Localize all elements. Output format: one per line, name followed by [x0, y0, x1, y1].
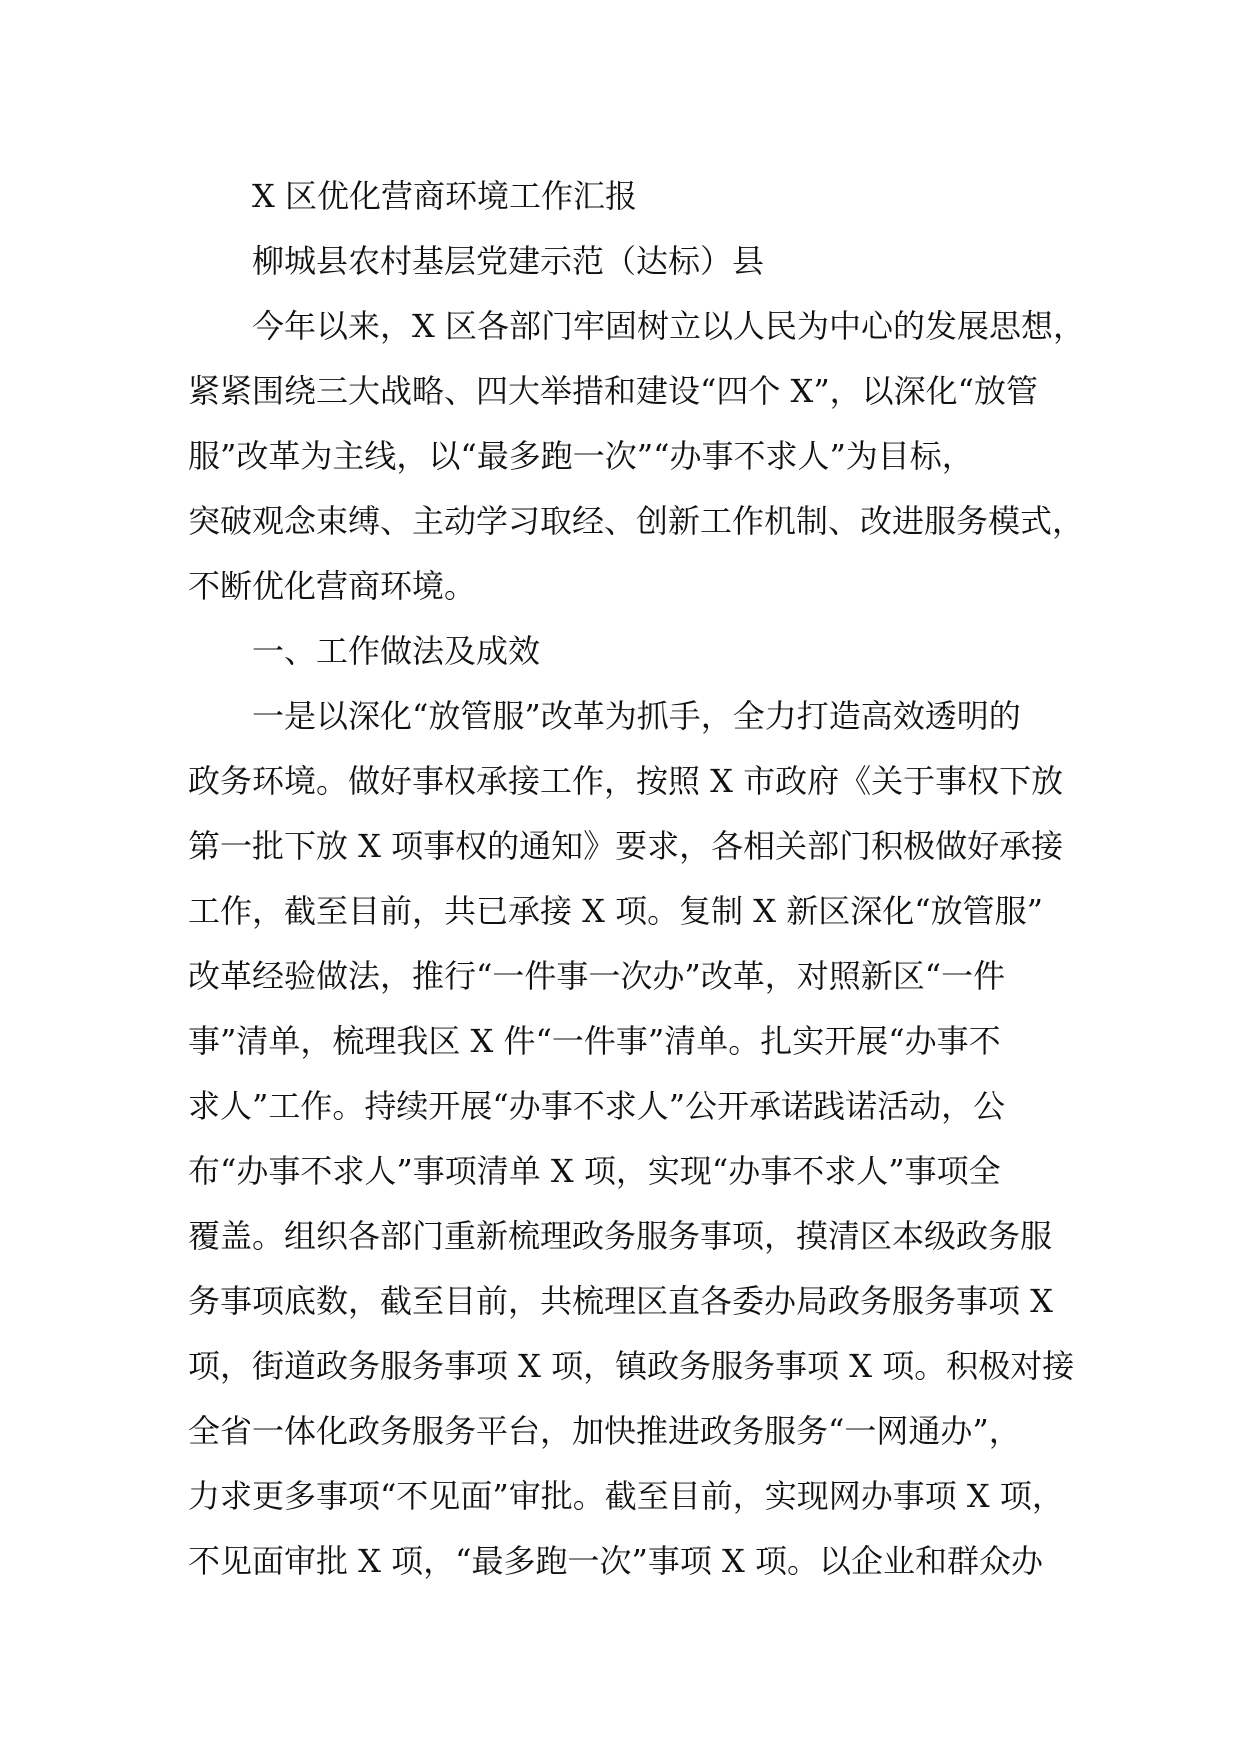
body-line: 项，街道政务服务事项 X 项，镇政务服务事项 X 项。积极对接: [188, 1347, 1075, 1385]
body-line: 一是以深化“放管服”改革为抓手，全力打造高效透明的: [252, 697, 1021, 735]
intro-line: 不断优化营商环境。: [188, 567, 477, 605]
body-line: 布“办事不求人”事项清单 X 项，实现“办事不求人”事项全: [188, 1152, 1001, 1190]
document-subtitle: 柳城县农村基层党建示范（达标）县: [252, 242, 765, 280]
body-line: 不见面审批 X 项，“最多跑一次”事项 X 项。以企业和群众办: [188, 1542, 1043, 1580]
body-line: 覆盖。组织各部门重新梳理政务服务事项，摸清区本级政务服: [188, 1217, 1053, 1255]
body-line: 政务环境。做好事权承接工作，按照 X 市政府《关于事权下放: [188, 762, 1064, 800]
section-heading: 一、工作做法及成效: [252, 632, 541, 670]
intro-line: 突破观念束缚、主动学习取经、创新工作机制、改进服务模式，: [188, 502, 1085, 540]
body-line: 事”清单，梳理我区 X 件“一件事”清单。扎实开展“办事不: [188, 1022, 1001, 1060]
document-title: X 区优化营商环境工作汇报: [252, 177, 637, 215]
intro-line: 服”改革为主线，以“最多跑一次”“办事不求人”为目标，: [188, 437, 974, 475]
body-line: 全省一体化政务服务平台，加快推进政务服务“一网通办”，: [188, 1412, 1021, 1450]
body-line: 改革经验做法，推行“一件事一次办”改革，对照新区“一件: [188, 957, 1006, 995]
body-line: 工作，截至目前，共已承接 X 项。复制 X 新区深化“放管服”: [188, 892, 1043, 930]
intro-line: 紧紧围绕三大战略、四大举措和建设“四个 X”，以深化“放管: [188, 372, 1039, 410]
body-line: 求人”工作。持续开展“办事不求人”公开承诺践诺活动，公: [188, 1087, 1006, 1125]
body-line: 第一批下放 X 项事权的通知》要求，各相关部门积极做好承接: [188, 827, 1064, 865]
body-line: 务事项底数，截至目前，共梳理区直各委办局政务服务事项 X: [188, 1282, 1053, 1320]
intro-line: 今年以来，X 区各部门牢固树立以人民为中心的发展思想，: [252, 307, 1085, 345]
body-line: 力求更多事项“不见面”审批。截至目前，实现网办事项 X 项，: [188, 1477, 1064, 1515]
